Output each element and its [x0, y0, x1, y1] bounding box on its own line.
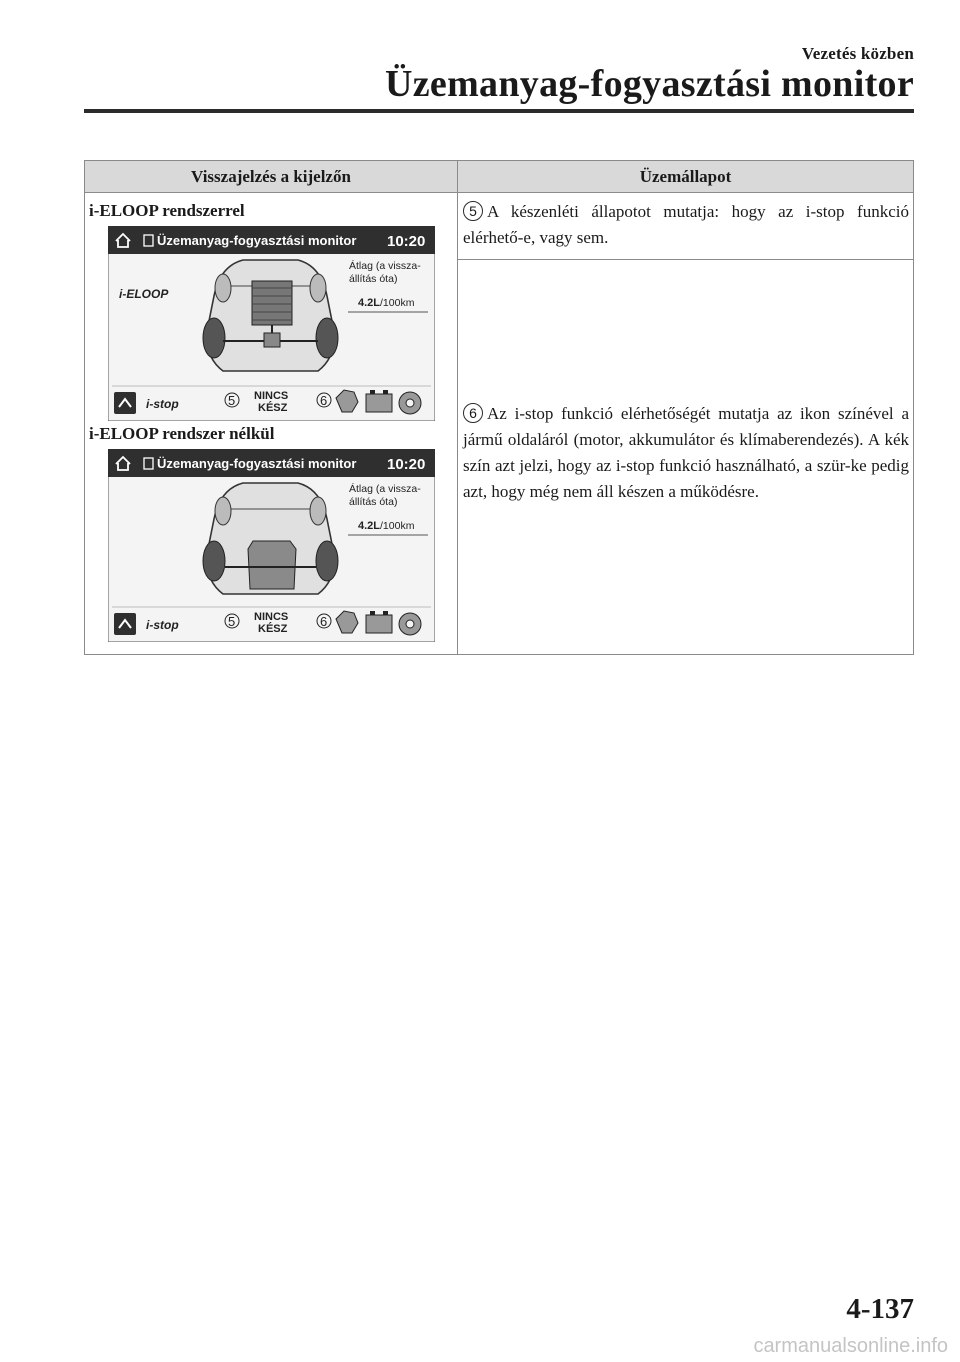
avg-value: 4.2L/100km	[358, 297, 415, 309]
display-cell	[85, 193, 458, 655]
avg-label-line2: állítás óta)	[349, 496, 398, 508]
marker-5: 5	[228, 614, 236, 629]
column-header-display: Visszajelzés a kijelzőn	[85, 161, 458, 193]
istop-label: i-stop	[146, 397, 179, 411]
status-cell-item5	[458, 193, 914, 260]
istop-label: i-stop	[146, 618, 179, 632]
page-number: 4-137	[846, 1293, 914, 1325]
screen-title: Üzemanyag-fogyasztási monitor	[157, 456, 357, 471]
istop-icon	[114, 392, 136, 414]
status-line2: KÉSZ	[258, 623, 288, 635]
screen-time: 10:20	[387, 456, 426, 473]
screen-with-eloop	[108, 226, 435, 421]
air-conditioner-icon	[399, 613, 421, 635]
marker-6: 6	[320, 393, 328, 408]
istop-icon	[114, 613, 136, 635]
avg-label-line2: állítás óta)	[349, 273, 398, 285]
marker-5: 5	[228, 393, 236, 408]
table-header-row	[85, 161, 914, 193]
without-eloop-label: i-ELOOP rendszer nélkül	[89, 424, 275, 443]
marker-6: 6	[320, 614, 328, 629]
item6-number: 6	[463, 403, 483, 423]
title-divider	[84, 109, 914, 113]
screen-time: 10:20	[387, 233, 426, 250]
status-line1: NINCS	[254, 390, 289, 402]
page-title: Üzemanyag-fogyasztási monitor	[385, 63, 914, 105]
avg-value: 4.2L/100km	[358, 520, 415, 532]
status-cell-item6	[458, 260, 914, 655]
section-label: Vezetés közben	[801, 44, 914, 63]
table-row	[85, 193, 914, 260]
item6-text: Az i-stop funkció elérhetőségét mutatja az ikon színével a jármű oldaláról (motor, akkumulátor és klímaberendezés). A kék szín azt jelzi, hogy az i-stop funkció használható, a szür-ke pedig azt, hogy még nem áll készen a működésre.	[463, 404, 909, 501]
item5-number: 5	[463, 201, 483, 221]
item5-text: A készenléti állapotot mutatja: hogy az i-stop funkció elérhető-e, vagy sem.	[463, 202, 909, 247]
screen-without-eloop	[108, 449, 435, 642]
screen-title: Üzemanyag-fogyasztási monitor	[157, 233, 357, 248]
info-table	[84, 160, 914, 655]
eloop-label: i-ELOOP	[119, 287, 169, 301]
status-line1: NINCS	[254, 611, 289, 623]
column-header-status: Üzemállapot	[458, 161, 914, 193]
air-conditioner-icon	[399, 392, 421, 414]
watermark: carmanualsonline.info	[753, 1335, 948, 1357]
with-eloop-label: i-ELOOP rendszerrel	[89, 201, 245, 220]
car-diagram-icon	[203, 483, 338, 594]
avg-label-line1: Átlag (a vissza-	[349, 483, 421, 495]
car-diagram-icon	[203, 260, 338, 371]
avg-label-line1: Átlag (a vissza-	[349, 260, 421, 272]
status-line2: KÉSZ	[258, 402, 288, 414]
engine-block	[248, 541, 296, 589]
